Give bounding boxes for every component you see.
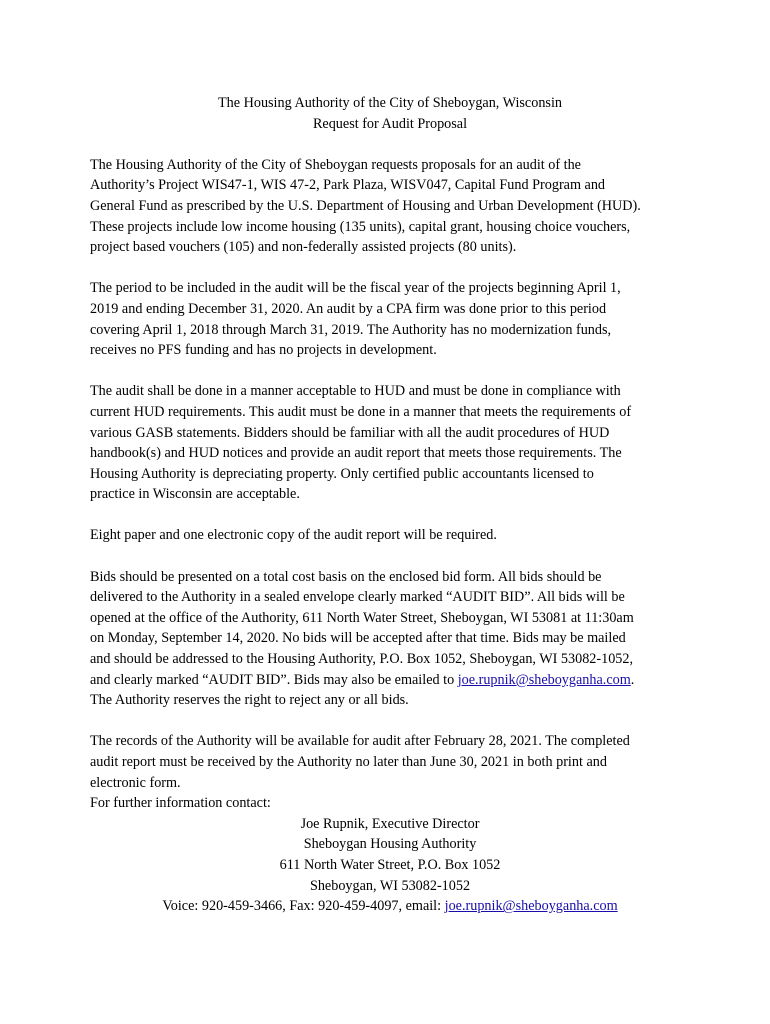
- paragraph-line: Bids should be presented on a total cost basis on the enclosed bid form. All bids should be: [90, 568, 602, 585]
- contact-email-link[interactable]: joe.rupnik@sheboyganha.com: [444, 898, 618, 915]
- paragraph-line: General Fund as prescribed by the U.S. Department of Housing and Urban Development (HUD).: [90, 197, 641, 214]
- paragraph-line: practice in Wisconsin are acceptable.: [90, 486, 300, 503]
- paragraph-period: [90, 278, 690, 360]
- paragraph-line: The period to be included in the audit will be the fiscal year of the projects beginning April 1,: [90, 280, 621, 297]
- paragraph-line: Authority’s Project WIS47-1, WIS 47-2, Park Plaza, WISV047, Capital Fund Program and: [90, 177, 606, 194]
- paragraph-line: electronic form.: [90, 774, 181, 791]
- document-header: [90, 93, 690, 134]
- paragraph-line: various GASB statements. Bidders should be familiar with all the audit procedures of HUD: [90, 424, 610, 441]
- paragraph-line: current HUD requirements. This audit must be done in a manner that meets the requirements of: [90, 403, 632, 420]
- paragraph-compliance: [90, 381, 690, 505]
- paragraph-line: The audit shall be done in a manner acceptable to HUD and must be done in compliance with: [90, 383, 621, 400]
- paragraph-line: Eight paper and one electronic copy of the audit report will be required.: [90, 527, 497, 544]
- contact-name: Joe Rupnik, Executive Director: [300, 815, 480, 832]
- paragraph-line: These projects include low income housing (135 units), capital grant, housing choice vouchers,: [90, 218, 631, 235]
- contact-block: [90, 793, 690, 917]
- email-line-suffix: .: [630, 671, 635, 688]
- header-subtitle: Request for Audit Proposal: [312, 115, 468, 132]
- contact-intro: For further information contact:: [90, 795, 271, 812]
- paragraph-line: covering April 1, 2018 through March 31, 2019. The Authority has no modernization funds,: [90, 321, 612, 338]
- paragraph-records: [90, 731, 690, 793]
- paragraph-line: The records of the Authority will be available for audit after February 28, 2021. The completed: [90, 733, 630, 750]
- paragraph-copies: [90, 525, 690, 546]
- paragraph-line: 2019 and ending December 31, 2020. An audit by a CPA firm was done prior to this period: [90, 300, 607, 317]
- contact-address-city: Sheboygan, WI 53082-1052: [309, 877, 471, 894]
- document-page: [90, 93, 690, 917]
- paragraph-line: audit report must be received by the Authority no later than June 30, 2021 in both print and: [90, 754, 607, 770]
- paragraph-line: and should be addressed to the Housing Authority, P.O. Box 1052, Sheboygan, WI 53082-1052,: [90, 651, 634, 668]
- paragraph-bids: [90, 567, 690, 711]
- paragraph-line: handbook(s) and HUD notices and provide an audit report that meets those requirements. The: [90, 445, 622, 462]
- contact-phone-line: [90, 896, 690, 917]
- paragraph-line: The Authority reserves the right to reject any or all bids.: [90, 692, 409, 709]
- paragraph-line: project based vouchers (105) and non-federally assisted projects (80 units).: [90, 239, 517, 256]
- contact-organization: Sheboygan Housing Authority: [303, 836, 477, 853]
- header-title: The Housing Authority of the City of Sheboygan, Wisconsin: [218, 95, 562, 111]
- paragraph-line: The Housing Authority of the City of Sheboygan requests proposals for an audit of the: [90, 156, 581, 173]
- bids-email-link[interactable]: joe.rupnik@sheboyganha.com: [457, 671, 631, 688]
- email-line-prefix: and clearly marked “AUDIT BID”. Bids may also be emailed to: [90, 671, 458, 688]
- paragraph-line: on Monday, September 14, 2020. No bids will be accepted after that time. Bids may be mailed: [90, 630, 626, 647]
- paragraph-line: receives no PFS funding and has no projects in development.: [90, 342, 437, 359]
- contact-phone-text: Voice: 920-459-3466, Fax: 920-459-4097, email:: [162, 898, 445, 915]
- paragraph-line-email: [90, 670, 690, 691]
- paragraph-line: opened at the office of the Authority, 611 North Water Street, Sheboygan, WI 53081 at 11:30am: [90, 609, 634, 626]
- contact-address-street: 611 North Water Street, P.O. Box 1052: [279, 856, 501, 873]
- paragraph-line: Housing Authority is depreciating property. Only certified public accountants licensed to: [90, 465, 594, 482]
- paragraph-scope: [90, 155, 690, 258]
- paragraph-line: delivered to the Authority in a sealed envelope clearly marked “AUDIT BID”. All bids will be: [90, 589, 625, 606]
